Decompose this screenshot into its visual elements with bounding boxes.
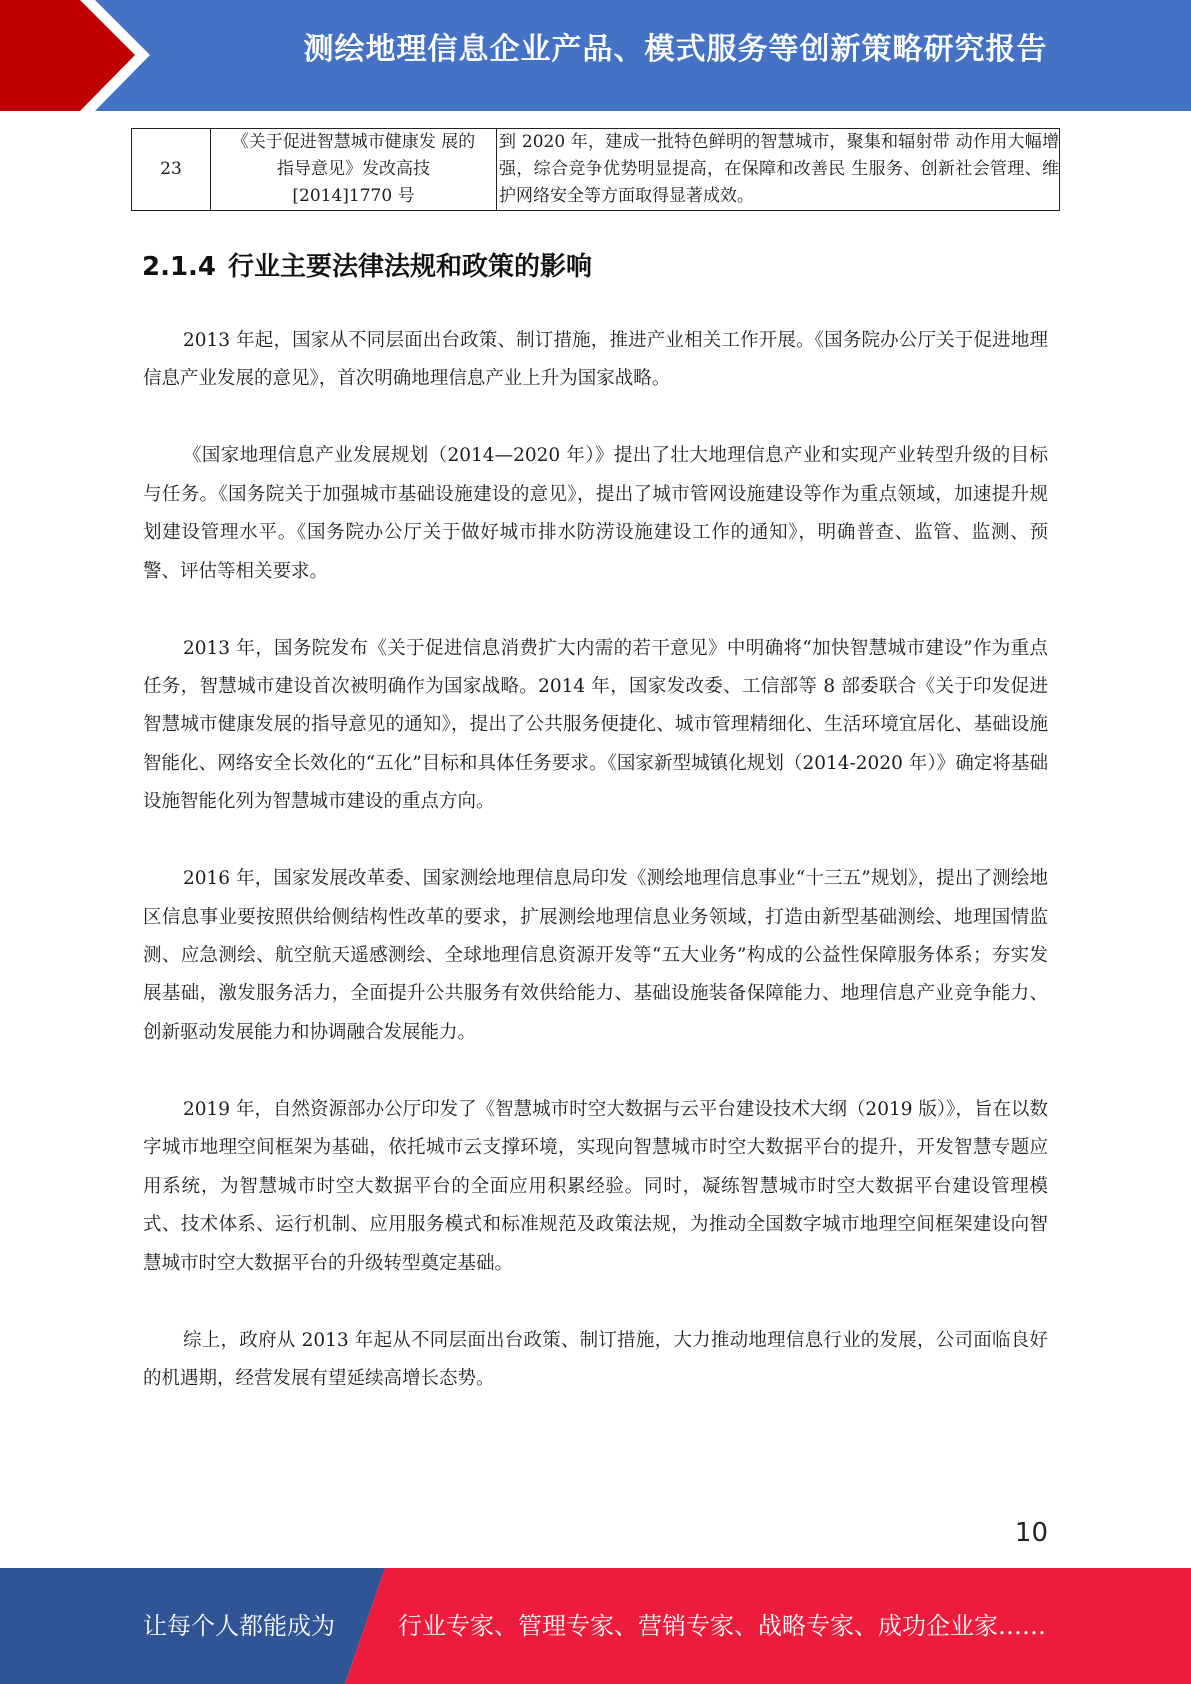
paragraph: 2013 年起，国家从不同层面出台政策、制订措施，推进产业相关工作开展。《国务院办公厅关于促进地理信息产业发展的意见》，首次明确地理信息产业上升为国家战略。 (143, 330, 1048, 390)
page-number: 10 (1014, 1518, 1048, 1548)
section-title: 行业主要法律法规和政策的影响 (228, 252, 593, 282)
policy-name-line: 指导意见》发改高技 (277, 159, 430, 179)
policy-description: 到 2020 年，建成一批特色鲜明的智慧城市，聚集和辐射带 动作用大幅增强，综合竞争优势明显提高，在保障和改善民 生服务、创新社会管理、维护网络安全等方面取得显著成效。 (497, 129, 1060, 211)
policy-document-name (211, 129, 497, 211)
row-number: 23 (132, 129, 211, 211)
body-text (143, 322, 1048, 1437)
policy-name-line: 《关于促进智慧城市健康发 展的 (231, 132, 476, 152)
footer-banner (0, 1568, 1191, 1684)
paragraph: 2013 年，国务院发布《关于促进信息消费扩大内需的若干意见》中明确将“加快智慧城市建设”作为重点任务，智慧城市建设首次被明确作为国家战略。2014 年，国家发改委、工信部等 8 部委联合《关于印发促进智慧城市健康发展的指导意见的通知》，提出了公共服务便捷化、城市管理精细化、生活环境宜居化、基础设施智能化、网络安全长效化的“五化”目标和具体任务要求。《国家新型城镇化规划（2014-2020 年）》确定将基础设施智能化列为智慧城市建设的重点方向。 (143, 637, 1048, 813)
section-heading (142, 246, 592, 283)
table-row (132, 129, 1060, 211)
policy-table (131, 128, 1060, 211)
paragraph: 《国家地理信息产业发展规划（2014—2020 年）》提出了壮大地理信息产业和实现产业转型升级的目标与任务。《国务院关于加强城市基础设施建设的意见》，提出了城市管网设施建设等作为重点领域，加速提升规划建设管理水平。《国务院办公厅关于做好城市排水防涝设施建设工作的通知》，明确普查、监管、监测、预警、评估等相关要求。 (143, 445, 1048, 582)
paragraph: 综上，政府从 2013 年起从不同层面出台政策、制订措施，大力推动地理信息行业的发展，公司面临良好的机遇期，经营发展有望延续高增长态势。 (143, 1329, 1048, 1389)
policy-name-line: [2014]1770 号 (292, 186, 415, 206)
header-banner (0, 0, 1191, 111)
report-title: 测绘地理信息企业产品、模式服务等创新策略研究报告 (303, 32, 1048, 67)
paragraph: 2016 年，国家发展改革委、国家测绘地理信息局印发《测绘地理信息事业“十三五”规划》，提出了测绘地区信息事业要按照供给侧结构性改革的要求，扩展测绘地理信息业务领域，打造由新型基础测绘、地理国情监测、应急测绘、航空航天遥感测绘、全球地理信息资源开发等“五大业务”构成的公益性保障服务体系；夯实发展基础，激发服务活力，全面提升公共服务有效供给能力、基础设施装备保障能力、地理信息产业竞争能力、创新驱动发展能力和协调融合发展能力。 (143, 868, 1048, 1043)
header-arrow-decoration (0, 0, 150, 111)
paragraph: 2019 年，自然资源部办公厅印发了《智慧城市时空大数据与云平台建设技术大纲（2019 版）》，旨在以数字城市地理空间框架为基础，依托城市云支撑环境，实现向智慧城市时空大数据平台的提升，开发智慧专题应用系统，为智慧城市时空大数据平台的全面应用积累经验。同时，凝练智慧城市时空大数据平台建设管理模式、技术体系、运行机制、应用服务模式和标准规范及政策法规，为推动全国数字城市地理空间框架建设向智慧城市时空大数据平台的升级转型奠定基础。 (143, 1098, 1048, 1274)
section-number: 2.1.4 (142, 252, 217, 282)
footer-slogan-left: 让每个人都能成为 (143, 1612, 335, 1640)
footer-slogan-right: 行业专家、管理专家、营销专家、战略专家、成功企业家…… (398, 1612, 1046, 1640)
